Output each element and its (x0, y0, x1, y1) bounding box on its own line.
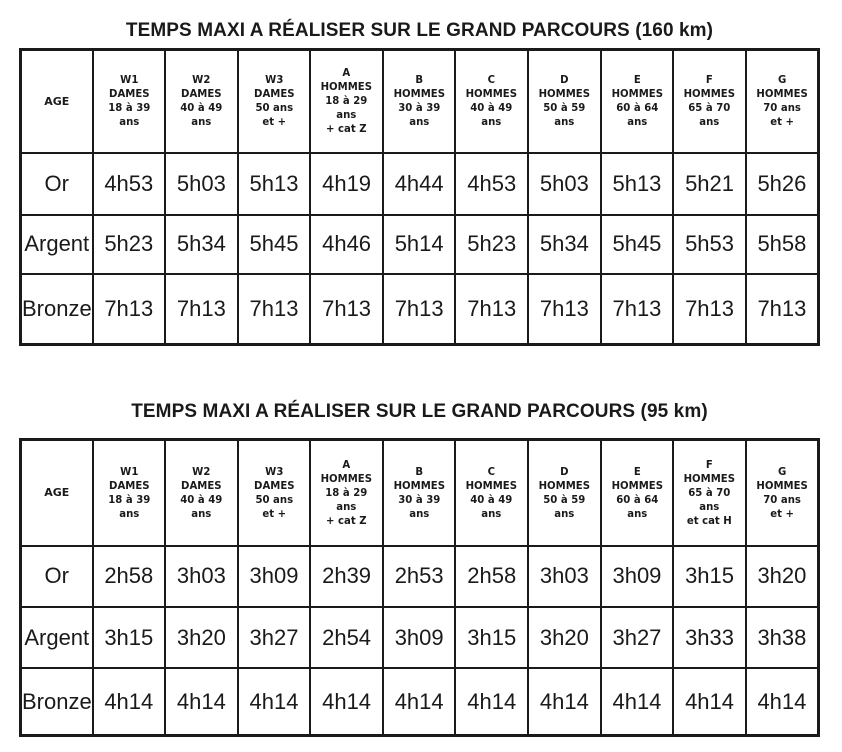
time-cell: 5h03 (165, 153, 238, 215)
category-header-line: HOMMES (611, 87, 663, 101)
category-header (95, 50, 162, 153)
category-header (313, 50, 380, 153)
time-cell: 4h53 (93, 153, 166, 215)
time-cell: 5h21 (673, 153, 746, 215)
category-header-line: 18 à 29 (325, 485, 368, 499)
category-header-line: F (706, 457, 713, 471)
category-header-line: 50 à 59 (543, 492, 586, 506)
time-cell: 5h23 (455, 215, 528, 275)
category-header-line: 18 à 39 (107, 492, 150, 506)
time-cell: 3h20 (528, 607, 601, 669)
category-header (749, 440, 816, 546)
category-header-line: C (488, 73, 496, 87)
time-cell: 4h44 (383, 153, 456, 215)
category-header-line: E (633, 73, 641, 87)
category-header-line: F (706, 73, 713, 87)
category-header-line: ans (699, 499, 720, 513)
category-header-line: ans (699, 115, 720, 129)
table-block-160km (19, 17, 820, 346)
time-cell: 2h53 (383, 546, 456, 607)
category-header-line: HOMMES (393, 87, 445, 101)
category-header-line: HOMMES (756, 87, 808, 101)
category-header-line: DAMES (181, 478, 222, 492)
table-row (21, 668, 819, 735)
category-header-line: DAMES (253, 478, 295, 492)
time-cell: 5h14 (383, 215, 456, 275)
time-cell: 4h14 (528, 668, 601, 735)
time-cell: 4h14 (310, 668, 383, 735)
medal-label: Argent (21, 215, 93, 275)
category-header (749, 50, 816, 153)
medal-label: Argent (21, 607, 93, 669)
category-header (241, 440, 308, 546)
age-header: AGE (21, 440, 93, 546)
category-header (531, 440, 598, 546)
category-header-line: ans (409, 506, 430, 520)
category-header-line: HOMMES (466, 478, 518, 492)
category-header (531, 50, 598, 153)
category-header-line: 18 à 39 (107, 101, 150, 115)
time-cell: 5h45 (238, 215, 311, 275)
time-table-160km (19, 48, 820, 346)
time-cell: 3h20 (746, 546, 819, 607)
time-cell: 5h45 (601, 215, 674, 275)
time-cell: 4h14 (383, 668, 456, 735)
time-cell: 7h13 (455, 274, 528, 344)
category-header-line: W1 (119, 73, 138, 87)
table-title: TEMPS MAXI A RÉALISER SUR LE GRAND PARCOURS (160 km) (125, 20, 714, 41)
time-cell: 3h03 (528, 546, 601, 607)
category-header-line: E (633, 464, 641, 478)
category-header-line: ans (481, 506, 502, 520)
time-cell: 2h54 (310, 607, 383, 669)
time-cell: 3h09 (383, 607, 456, 669)
category-header-line: DAMES (253, 87, 295, 101)
category-header-line: ans (336, 108, 357, 122)
category-header-line: 18 à 29 (325, 94, 368, 108)
time-cell: 4h14 (455, 668, 528, 735)
time-cell: 3h15 (455, 607, 528, 669)
table-row (21, 607, 819, 669)
category-header-line: ans (191, 115, 212, 129)
medal-label: Or (21, 153, 93, 215)
time-table-95km (19, 438, 820, 737)
category-header-line: HOMMES (320, 80, 373, 94)
time-cell: 5h26 (746, 153, 819, 215)
table-block-95km (19, 398, 820, 737)
category-header (386, 440, 453, 546)
category-header-line: ans (481, 115, 502, 129)
category-header-line: HOMMES (538, 87, 591, 101)
table-row (21, 153, 819, 215)
category-header-line: 50 ans (255, 492, 293, 506)
category-header-line: W1 (119, 464, 138, 478)
category-header (241, 50, 308, 153)
time-cell: 7h13 (746, 274, 819, 344)
category-header-line: ans (626, 115, 647, 129)
category-header (95, 440, 162, 546)
age-header: AGE (21, 50, 93, 153)
time-cell: 5h13 (238, 153, 311, 215)
category-header-line: DAMES (108, 478, 150, 492)
time-cell: 7h13 (93, 274, 166, 344)
category-header-line: ans (118, 506, 139, 520)
category-header-line: 40 à 49 (180, 492, 223, 506)
time-cell: 5h13 (601, 153, 674, 215)
time-cell: 2h58 (93, 546, 166, 607)
time-cell: 5h53 (673, 215, 746, 275)
category-header-line: W2 (192, 73, 211, 87)
time-cell: 7h13 (238, 274, 311, 344)
category-header-line: + cat Z (326, 122, 367, 136)
time-cell: 4h14 (601, 668, 674, 735)
time-cell: 3h09 (238, 546, 311, 607)
category-header-line: A (342, 66, 351, 80)
time-cell: 7h13 (601, 274, 674, 344)
medal-label: Or (21, 546, 93, 607)
time-cell: 3h09 (601, 546, 674, 607)
category-header-line: ans (118, 115, 139, 129)
category-header-line: HOMMES (683, 471, 736, 485)
time-cell: 4h14 (93, 668, 166, 735)
category-header (168, 50, 235, 153)
category-header (604, 50, 671, 153)
time-cell: 4h14 (673, 668, 746, 735)
time-cell: 3h20 (165, 607, 238, 669)
category-header-line: B (415, 464, 424, 478)
time-cell: 3h38 (746, 607, 819, 669)
category-header-line: G (777, 73, 787, 87)
time-cell: 3h15 (673, 546, 746, 607)
category-header-line: 60 à 64 (615, 492, 658, 506)
time-cell: 4h46 (310, 215, 383, 275)
time-cell: 3h03 (165, 546, 238, 607)
category-header-line: ans (626, 506, 647, 520)
category-header-line: DAMES (108, 87, 150, 101)
category-header-line: 50 à 59 (543, 101, 586, 115)
category-header-line: C (488, 464, 496, 478)
time-cell: 5h23 (93, 215, 166, 275)
time-cell: 4h14 (165, 668, 238, 735)
time-cell: 4h14 (238, 668, 311, 735)
time-cell: 5h34 (165, 215, 238, 275)
category-header-line: ans (191, 506, 212, 520)
category-header-line: ans (336, 499, 357, 513)
medal-label: Bronze (21, 668, 93, 735)
category-header-line: et + (262, 115, 286, 129)
category-header-line: HOMMES (393, 478, 445, 492)
category-header-line: 30 à 39 (398, 492, 441, 506)
category-header-line: + cat Z (326, 513, 367, 527)
category-header-line: 40 à 49 (470, 492, 513, 506)
time-cell: 5h34 (528, 215, 601, 275)
category-header-line: 40 à 49 (180, 101, 223, 115)
time-cell: 7h13 (165, 274, 238, 344)
category-header-line: ans (554, 506, 575, 520)
time-cell: 7h13 (673, 274, 746, 344)
category-header-line: et + (770, 115, 794, 129)
category-header-line: D (560, 73, 569, 87)
category-header-line: G (777, 464, 787, 478)
time-cell: 2h58 (455, 546, 528, 607)
category-header-line: 70 ans (763, 101, 801, 115)
time-cell: 4h14 (746, 668, 819, 735)
category-header-line: DAMES (181, 87, 222, 101)
time-cell: 4h19 (310, 153, 383, 215)
category-header-line: et + (262, 506, 286, 520)
header-row (21, 440, 819, 546)
time-cell: 3h15 (93, 607, 166, 669)
category-header-line: HOMMES (756, 478, 808, 492)
category-header-line: HOMMES (320, 471, 373, 485)
category-header-line: W3 (264, 73, 284, 87)
category-header-line: 60 à 64 (615, 101, 658, 115)
category-header-line: HOMMES (466, 87, 518, 101)
category-header-line: HOMMES (683, 87, 736, 101)
category-header-line: A (342, 457, 351, 471)
header-row (21, 50, 819, 153)
category-header-line: D (560, 464, 569, 478)
table-row (21, 215, 819, 275)
category-header-line: HOMMES (538, 478, 591, 492)
category-header-line: ans (554, 115, 575, 129)
category-header-line: 65 à 70 (688, 101, 731, 115)
table-row (21, 546, 819, 607)
time-cell: 7h13 (310, 274, 383, 344)
category-header-line: B (415, 73, 424, 87)
time-cell: 4h53 (455, 153, 528, 215)
time-cell: 5h03 (528, 153, 601, 215)
time-cell: 3h33 (673, 607, 746, 669)
time-cell: 5h58 (746, 215, 819, 275)
category-header (604, 440, 671, 546)
category-header-line: W3 (264, 464, 284, 478)
category-header-line: et cat H (687, 513, 732, 527)
category-header (458, 50, 525, 153)
category-header-line: 70 ans (763, 492, 801, 506)
category-header (386, 50, 453, 153)
category-header-line: 30 à 39 (398, 101, 441, 115)
category-header-line: 50 ans (255, 101, 293, 115)
table-row (21, 274, 819, 344)
category-header-line: 40 à 49 (470, 101, 513, 115)
category-header-line: 65 à 70 (688, 485, 731, 499)
category-header-line: HOMMES (611, 478, 663, 492)
category-header (458, 440, 525, 546)
category-header-line: et + (770, 506, 794, 520)
medal-label: Bronze (21, 274, 93, 344)
table-title: TEMPS MAXI A RÉALISER SUR LE GRAND PARCOURS (95 km) (131, 401, 708, 422)
time-cell: 7h13 (383, 274, 456, 344)
category-header (676, 440, 743, 546)
time-cell: 3h27 (238, 607, 311, 669)
category-header-line: ans (409, 115, 430, 129)
time-cell: 7h13 (528, 274, 601, 344)
category-header-line: W2 (192, 464, 211, 478)
time-cell: 3h27 (601, 607, 674, 669)
category-header (168, 440, 235, 546)
category-header (676, 50, 743, 153)
time-cell: 2h39 (310, 546, 383, 607)
category-header (313, 440, 380, 546)
